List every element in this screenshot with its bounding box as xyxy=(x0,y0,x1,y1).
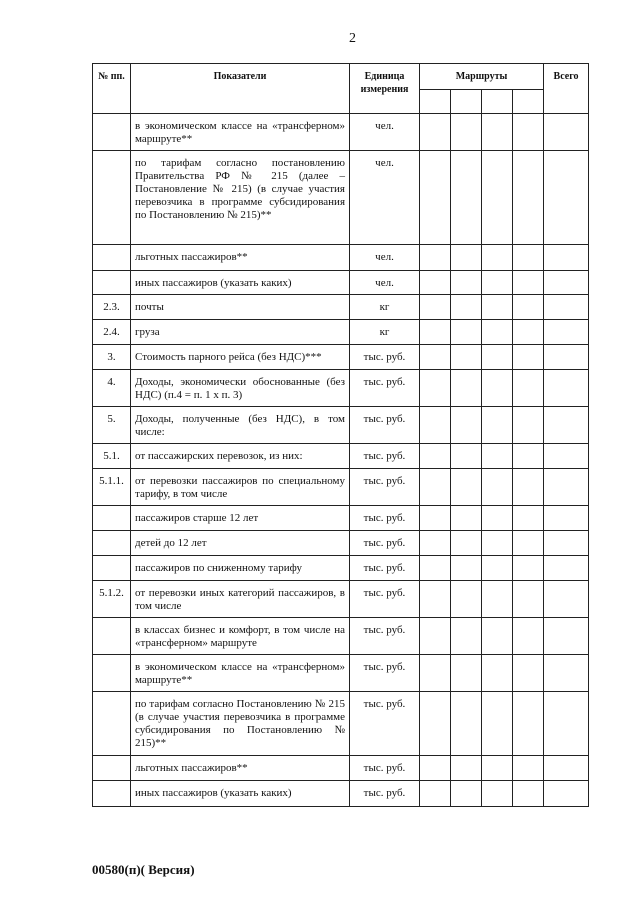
table-row xyxy=(93,114,589,151)
row-unit: тыс. руб. xyxy=(350,655,420,692)
table-row xyxy=(93,320,589,345)
route-cell-4 xyxy=(513,469,544,506)
row-indicator: льготных пассажиров** xyxy=(131,756,350,781)
route-cell-4 xyxy=(513,345,544,370)
route-cell-2 xyxy=(451,506,482,531)
row-indicator: иных пассажиров (указать каких) xyxy=(131,781,350,807)
row-number xyxy=(93,506,131,531)
route-column-4 xyxy=(513,90,544,114)
row-number xyxy=(93,271,131,295)
row-indicator: по тарифам согласно постановлению Правительства РФ № 215 (далее – Постановление № 215) (в случае участия перевозчика в программе субсидирования по Постановлению № 215)** xyxy=(131,151,350,245)
header-routes: Маршруты xyxy=(420,64,544,90)
route-cell-3 xyxy=(482,320,513,345)
route-cell-3 xyxy=(482,756,513,781)
total-cell xyxy=(544,444,589,469)
route-cell-1 xyxy=(420,618,451,655)
route-cell-3 xyxy=(482,655,513,692)
row-indicator: в экономическом классе на «трансферном» маршруте** xyxy=(131,655,350,692)
total-cell xyxy=(544,469,589,506)
row-indicator: иных пассажиров (указать каких) xyxy=(131,271,350,295)
table-row xyxy=(93,444,589,469)
row-number xyxy=(93,756,131,781)
route-cell-1 xyxy=(420,756,451,781)
table-row xyxy=(93,692,589,756)
route-cell-4 xyxy=(513,692,544,756)
header-unit: Единица измерения xyxy=(350,64,420,114)
total-cell xyxy=(544,756,589,781)
route-cell-1 xyxy=(420,320,451,345)
row-indicator: Доходы, экономически обоснованные (без НДС) (п.4 = п. 1 х п. 3) xyxy=(131,370,350,407)
indicators-table xyxy=(92,63,589,807)
table-row xyxy=(93,407,589,444)
row-number xyxy=(93,114,131,151)
route-cell-4 xyxy=(513,370,544,407)
route-cell-4 xyxy=(513,295,544,320)
row-indicator: почты xyxy=(131,295,350,320)
route-cell-4 xyxy=(513,407,544,444)
row-unit: тыс. руб. xyxy=(350,756,420,781)
route-cell-3 xyxy=(482,531,513,556)
row-number xyxy=(93,556,131,581)
route-cell-2 xyxy=(451,245,482,271)
row-number: 5. xyxy=(93,407,131,444)
total-cell xyxy=(544,320,589,345)
route-cell-2 xyxy=(451,581,482,618)
total-cell xyxy=(544,407,589,444)
table-row xyxy=(93,506,589,531)
row-unit: тыс. руб. xyxy=(350,370,420,407)
row-unit: кг xyxy=(350,320,420,345)
route-cell-1 xyxy=(420,692,451,756)
total-cell xyxy=(544,271,589,295)
route-column-1 xyxy=(420,90,451,114)
route-cell-4 xyxy=(513,444,544,469)
route-cell-4 xyxy=(513,581,544,618)
route-cell-2 xyxy=(451,114,482,151)
route-cell-3 xyxy=(482,444,513,469)
row-unit: тыс. руб. xyxy=(350,581,420,618)
row-number: 3. xyxy=(93,345,131,370)
row-indicator: пассажиров старше 12 лет xyxy=(131,506,350,531)
route-cell-3 xyxy=(482,295,513,320)
route-cell-2 xyxy=(451,756,482,781)
route-cell-4 xyxy=(513,151,544,245)
route-cell-3 xyxy=(482,271,513,295)
total-cell xyxy=(544,655,589,692)
table-row xyxy=(93,781,589,807)
row-indicator: от пассажирских перевозок, из них: xyxy=(131,444,350,469)
row-indicator: от перевозки иных категорий пассажиров, в том числе xyxy=(131,581,350,618)
route-cell-1 xyxy=(420,581,451,618)
route-cell-2 xyxy=(451,407,482,444)
route-cell-3 xyxy=(482,618,513,655)
table-row xyxy=(93,245,589,271)
route-cell-2 xyxy=(451,320,482,345)
route-cell-4 xyxy=(513,531,544,556)
row-indicator: льготных пассажиров** xyxy=(131,245,350,271)
route-cell-2 xyxy=(451,655,482,692)
route-cell-1 xyxy=(420,781,451,807)
table-row xyxy=(93,370,589,407)
route-cell-2 xyxy=(451,271,482,295)
row-number xyxy=(93,655,131,692)
route-cell-3 xyxy=(482,692,513,756)
route-cell-2 xyxy=(451,531,482,556)
row-number: 2.3. xyxy=(93,295,131,320)
row-unit: чел. xyxy=(350,245,420,271)
total-cell xyxy=(544,781,589,807)
row-unit: чел. xyxy=(350,114,420,151)
route-cell-3 xyxy=(482,114,513,151)
total-cell xyxy=(544,345,589,370)
route-cell-4 xyxy=(513,245,544,271)
row-number: 5.1.2. xyxy=(93,581,131,618)
route-cell-4 xyxy=(513,655,544,692)
row-indicator: от перевозки пассажиров по специальному тарифу, в том числе xyxy=(131,469,350,506)
row-number: 5.1. xyxy=(93,444,131,469)
route-cell-2 xyxy=(451,618,482,655)
row-number xyxy=(93,618,131,655)
table-row xyxy=(93,531,589,556)
row-number xyxy=(93,531,131,556)
route-cell-3 xyxy=(482,370,513,407)
total-cell xyxy=(544,581,589,618)
row-unit: тыс. руб. xyxy=(350,469,420,506)
row-unit: тыс. руб. xyxy=(350,407,420,444)
total-cell xyxy=(544,370,589,407)
total-cell xyxy=(544,506,589,531)
route-cell-2 xyxy=(451,370,482,407)
row-number xyxy=(93,245,131,271)
row-indicator: в классах бизнес и комфорт, в том числе на «трансферном» маршруте xyxy=(131,618,350,655)
total-cell xyxy=(544,618,589,655)
route-cell-1 xyxy=(420,655,451,692)
table-row xyxy=(93,295,589,320)
route-cell-1 xyxy=(420,407,451,444)
total-cell xyxy=(544,692,589,756)
route-cell-3 xyxy=(482,506,513,531)
route-cell-3 xyxy=(482,556,513,581)
route-cell-2 xyxy=(451,781,482,807)
total-cell xyxy=(544,531,589,556)
row-number: 2.4. xyxy=(93,320,131,345)
row-unit: тыс. руб. xyxy=(350,506,420,531)
route-cell-2 xyxy=(451,469,482,506)
total-cell xyxy=(544,245,589,271)
route-cell-1 xyxy=(420,506,451,531)
row-unit: тыс. руб. xyxy=(350,692,420,756)
route-cell-3 xyxy=(482,345,513,370)
row-indicator: по тарифам согласно Постановлению № 215 (в случае участия перевозчика в программе субсидирования по Постановлению № 215)** xyxy=(131,692,350,756)
table-row xyxy=(93,556,589,581)
route-column-3 xyxy=(482,90,513,114)
row-indicator: груза xyxy=(131,320,350,345)
route-cell-1 xyxy=(420,245,451,271)
row-unit: тыс. руб. xyxy=(350,444,420,469)
route-cell-4 xyxy=(513,320,544,345)
route-cell-3 xyxy=(482,781,513,807)
row-number xyxy=(93,151,131,245)
row-unit: тыс. руб. xyxy=(350,618,420,655)
route-cell-2 xyxy=(451,151,482,245)
table-row xyxy=(93,345,589,370)
row-unit: чел. xyxy=(350,151,420,245)
row-indicator: в экономическом классе на «трансферном» маршруте** xyxy=(131,114,350,151)
table-row xyxy=(93,655,589,692)
total-cell xyxy=(544,151,589,245)
row-indicator: пассажиров по сниженному тарифу xyxy=(131,556,350,581)
row-unit: тыс. руб. xyxy=(350,531,420,556)
route-cell-4 xyxy=(513,756,544,781)
row-number xyxy=(93,692,131,756)
route-cell-2 xyxy=(451,295,482,320)
route-cell-2 xyxy=(451,692,482,756)
document-code: 00580(п)( Версия) xyxy=(92,862,195,877)
route-cell-1 xyxy=(420,531,451,556)
table-row xyxy=(93,756,589,781)
header-num: № пп. xyxy=(93,64,131,114)
row-unit: тыс. руб. xyxy=(350,781,420,807)
route-cell-2 xyxy=(451,345,482,370)
row-indicator: детей до 12 лет xyxy=(131,531,350,556)
table-row xyxy=(93,271,589,295)
table-row xyxy=(93,581,589,618)
row-number: 5.1.1. xyxy=(93,469,131,506)
route-cell-4 xyxy=(513,114,544,151)
header-total: Всего xyxy=(544,64,589,114)
table-row xyxy=(93,151,589,245)
total-cell xyxy=(544,295,589,320)
route-cell-3 xyxy=(482,581,513,618)
route-cell-1 xyxy=(420,271,451,295)
route-cell-4 xyxy=(513,556,544,581)
route-cell-1 xyxy=(420,151,451,245)
row-unit: чел. xyxy=(350,271,420,295)
row-number xyxy=(93,781,131,807)
row-indicator: Стоимость парного рейса (без НДС)*** xyxy=(131,345,350,370)
total-cell xyxy=(544,114,589,151)
route-column-2 xyxy=(451,90,482,114)
route-cell-3 xyxy=(482,469,513,506)
route-cell-1 xyxy=(420,345,451,370)
route-cell-1 xyxy=(420,469,451,506)
header-indicators: Показатели xyxy=(131,64,350,114)
page-number: 2 xyxy=(349,31,356,46)
route-cell-4 xyxy=(513,618,544,655)
route-cell-1 xyxy=(420,295,451,320)
route-cell-2 xyxy=(451,444,482,469)
route-cell-3 xyxy=(482,407,513,444)
route-cell-4 xyxy=(513,271,544,295)
route-cell-1 xyxy=(420,370,451,407)
row-number: 4. xyxy=(93,370,131,407)
row-unit: тыс. руб. xyxy=(350,345,420,370)
table-row xyxy=(93,469,589,506)
route-cell-4 xyxy=(513,506,544,531)
route-cell-4 xyxy=(513,781,544,807)
route-cell-3 xyxy=(482,245,513,271)
route-cell-1 xyxy=(420,114,451,151)
route-cell-2 xyxy=(451,556,482,581)
route-cell-1 xyxy=(420,556,451,581)
row-indicator: Доходы, полученные (без НДС), в том числе: xyxy=(131,407,350,444)
route-cell-3 xyxy=(482,151,513,245)
row-unit: тыс. руб. xyxy=(350,556,420,581)
table-body xyxy=(93,114,589,807)
route-cell-1 xyxy=(420,444,451,469)
row-unit: кг xyxy=(350,295,420,320)
total-cell xyxy=(544,556,589,581)
table-row xyxy=(93,618,589,655)
